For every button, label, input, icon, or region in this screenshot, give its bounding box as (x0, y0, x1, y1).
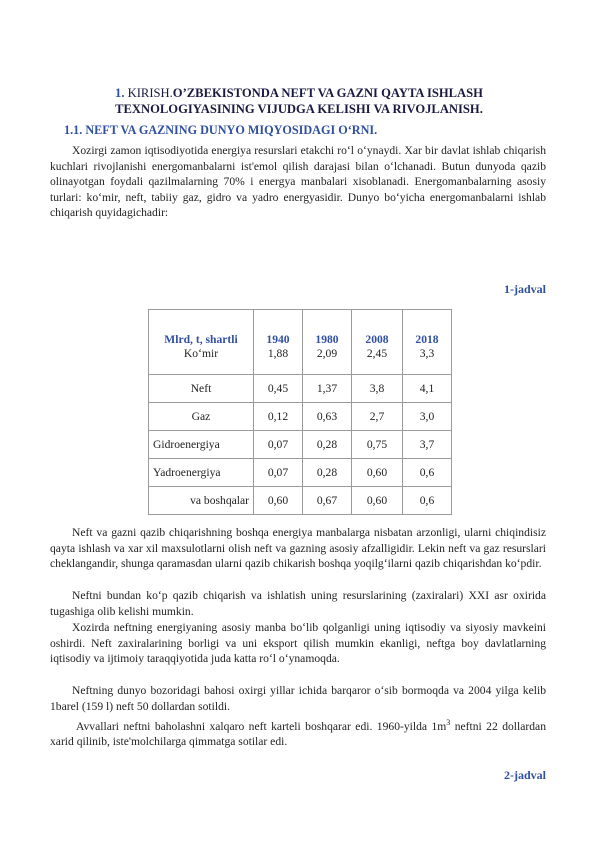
paragraph-reserves: Neftni bundan ko‘p qazib chiqarish va ishlatish uning resurslarining (zaxiralari) XXI asr oxirida tugashiga olib kelishi mumkin. (50, 589, 546, 618)
energy-production-table (148, 309, 452, 515)
table-cell: 0,6 (403, 459, 452, 487)
cubic-superscript: 3 (446, 718, 451, 727)
table-cell: 0,28 (303, 459, 352, 487)
table-row (149, 375, 452, 403)
section-heading: 1.1. NEFT VA GAZNING DUNYO MIQYOSIDAGI O‘RNI. (64, 123, 378, 137)
table2-label: 2-jadval (504, 768, 546, 782)
table-row (149, 403, 452, 431)
paragraph-oil-role: Xozirda neftning energiyaning asosiy manba bo‘lib qolganligi uning iqtisodiy va siyosiy mavkeini oshirdi. Neft zaxiralarining borligi va uni eksport qilish mumkin ekanligi, neftga boy davlatlarning iqtisodiy va ijtimoiy taraqqiyotida juda katta ro‘l o‘ynamoqda. (50, 621, 546, 666)
table-cell: 3,8 (352, 375, 403, 403)
table-row (149, 459, 452, 487)
table-cell: 0,12 (254, 403, 303, 431)
table-cell: 0,07 (254, 459, 303, 487)
chapter-title-line1 (48, 85, 550, 102)
table-header-cell: 1980 (303, 310, 352, 348)
table1-label: 1-jadval (504, 282, 546, 296)
table-row (149, 487, 452, 515)
table-cell: 0,67 (303, 487, 352, 515)
paragraph-oil-price: Neftning dunyo bozoridagi bahosi oxirgi yillar ichida barqaror o‘sib bormoqda va 2004 yilga kelib 1barel (159 l) neft 50 dollardan sotildi. (50, 684, 546, 713)
table-header-cell: Mlrd, t, shartli (149, 310, 254, 348)
table-cell: va boshqalar (149, 487, 254, 515)
chapter-title-text: O’ZBEKISTONDA NEFT VA GAZNI QAYTA ISHLASH (172, 86, 483, 100)
chapter-prefix: KIRISH. (127, 86, 173, 100)
table-cell: 0,63 (303, 403, 352, 431)
table-row (149, 431, 452, 459)
table-cell: 3,7 (403, 431, 452, 459)
intro-paragraph: Xozirgi zamon iqtisodiyotida energiya resurslari etakchi ro‘l o‘ynaydi. Xar bir davlat ishlab chiqarish kuchlari rivojlanishi energomanbalarni ist'emol qilish darajasi bilan o‘lchanadi. Butun dunyoda qazib olinayotgan foydali qazilmalarning 70% i energya manbalari xisoblanadi. Energomanbalarning asosiy turlari: ko‘mir, neft, tabiiy gaz, gidro va yadro energyasidir. Dunyo bo‘yicha energomanbalarni ishlab chiqarish quyidagichadir: (50, 144, 546, 220)
table-cell: 0,28 (303, 431, 352, 459)
table-cell: 2,09 (303, 347, 352, 375)
table-cell: 2,7 (352, 403, 403, 431)
table-cell: 4,1 (403, 375, 452, 403)
table-cell: Gaz (149, 403, 254, 431)
table-header-row (149, 310, 452, 348)
table-cell: 0,07 (254, 431, 303, 459)
table-header-cell: 2008 (352, 310, 403, 348)
table-cell: 0,75 (352, 431, 403, 459)
chapter-title-line2: TEXNOLOGIYASINING VIJUDGA KELISHI VA RIVOJLANISH. (115, 102, 483, 116)
table-cell: 3,0 (403, 403, 452, 431)
table-row (149, 347, 452, 375)
table-cell: 3,3 (403, 347, 452, 375)
paragraph-advantages: Neft va gazni qazib chiqarishning boshqa energiya manbalarga nisbatan arzonligi, ularni chiqindisiz qayta ishlash va xar xil maxsulotlarni olish neft va gazning asosiy afzalligidir. Lekin neft va gaz resurslari cheklangandir, shunga qaramasdan ularni qazib chikarish boshqa yoqilg‘ilarni qazib chiqarishdan ko‘pdir. (50, 526, 546, 571)
table-cell: 1,88 (254, 347, 303, 375)
cartel-text-start: Avvallari neftni baholashni xalqaro neft karteli boshqarar edi. 1960-yilda 1m (76, 719, 447, 733)
table-cell: 1,37 (303, 375, 352, 403)
table-cell: 0,60 (352, 459, 403, 487)
cartel-text-end: neftni 22 dollardan xarid qilinib, iste'molchilarga qimmatga sotilar edi. (50, 719, 546, 749)
table-header-cell: 1940 (254, 310, 303, 348)
table-cell: Ko‘mir (149, 347, 254, 375)
table-cell: 0,60 (352, 487, 403, 515)
paragraph-cartel (50, 715, 546, 750)
table-cell: Neft (149, 375, 254, 403)
chapter-number: 1. (115, 86, 125, 100)
table-cell: Yadroenergiya (149, 459, 254, 487)
table-cell: 0,60 (254, 487, 303, 515)
table-header-cell: 2018 (403, 310, 452, 348)
table-cell: Gidroenergiya (149, 431, 254, 459)
table-cell: 2,45 (352, 347, 403, 375)
table-cell: 0,45 (254, 375, 303, 403)
table-cell: 0,6 (403, 487, 452, 515)
